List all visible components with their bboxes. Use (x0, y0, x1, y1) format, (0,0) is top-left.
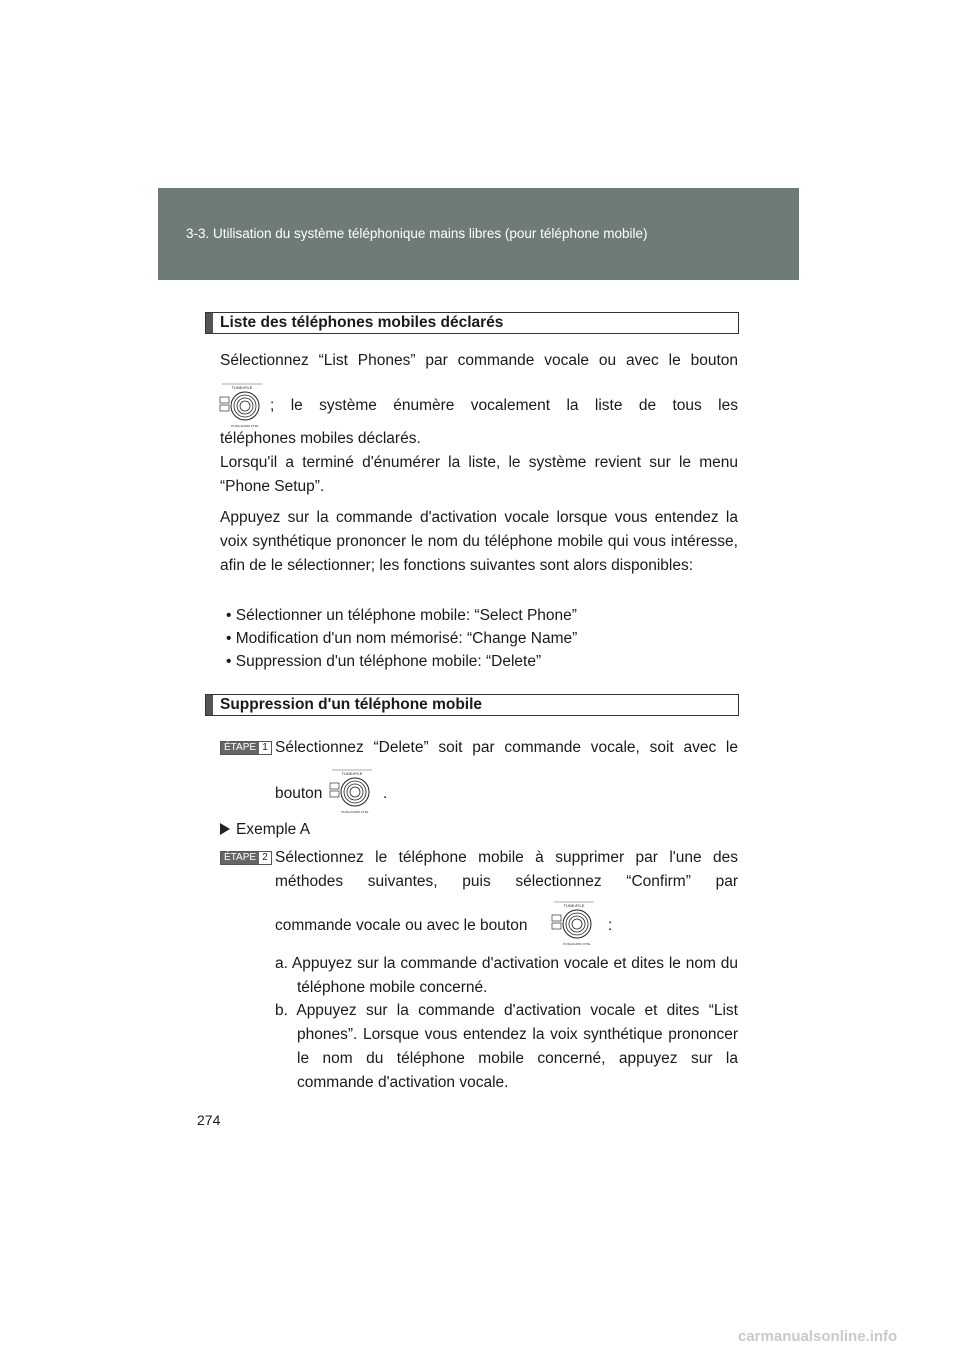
function-list (226, 604, 736, 673)
paragraph: Lorsqu'il a terminé d'énumérer la liste, le système revient sur le menu “Phone Setup”. (220, 454, 738, 495)
tune-file-knob-icon (550, 900, 598, 948)
paragraph: Appuyez sur la commande d'activation vocale lorsque vous entendez la voix synthétique prononcer le nom du téléphone mobile qui vous intéresse, afin de le sélectionner; les fonctions suivantes sont alors disponibles: (220, 509, 738, 574)
paragraph-line: téléphones mobiles déclarés. (220, 430, 421, 447)
step-text: . (383, 785, 388, 802)
svg-text:PUSH AUDIO CTRL: PUSH AUDIO CTRL (231, 424, 259, 428)
svg-text:PUSH AUDIO CTRL: PUSH AUDIO CTRL (341, 810, 369, 814)
svg-text:PUSH AUDIO CTRL: PUSH AUDIO CTRL (563, 942, 591, 946)
method-item-a: a. Appuyez sur la commande d'activation vocale et dites le nom du téléphone mobile concerné. (275, 955, 738, 996)
list-item: • Modification d'un nom mémorisé: “Change Name” (226, 627, 736, 650)
list-item: • Suppression d'un téléphone mobile: “Delete” (226, 650, 736, 673)
method-item-b: b. Appuyez sur la commande d'activation vocale et dites “List phones”. Lorsque vous entendez la voix synthétique prononcer le nom du téléphone mobile concerné, appuyez sur la commande d'activation vocale. (275, 1002, 738, 1091)
step-badge-2: ÉTAPE 2 (220, 851, 272, 865)
tune-file-knob-icon (218, 382, 266, 430)
step-text: : (608, 917, 613, 934)
page-number: 274 (197, 1112, 221, 1128)
svg-text:TUNE•FILE: TUNE•FILE (341, 771, 363, 776)
tune-file-knob-icon (328, 768, 376, 816)
list-item: • Sélectionner un téléphone mobile: “Select Phone” (226, 604, 736, 627)
step-text: bouton (275, 785, 323, 802)
arrow-right-icon (220, 823, 230, 835)
section-title-delete-phone: Suppression d'un téléphone mobile (205, 694, 739, 716)
chapter-header (158, 188, 799, 280)
chapter-title: 3-3. Utilisation du système téléphonique mains libres (pour téléphone mobile) (186, 226, 648, 241)
svg-text:TUNE•FILE: TUNE•FILE (563, 903, 585, 908)
step-text: Sélectionnez “Delete” soit par commande vocale, soit avec le (275, 739, 738, 756)
example-reference: Exemple A (220, 818, 738, 842)
step-badge-1: ÉTAPE 1 (220, 741, 272, 755)
watermark: carmanualsonline.info (738, 1328, 898, 1345)
step-text: Sélectionnez le téléphone mobile à supprimer par l'une des méthodes suivantes, puis sélectionnez “Confirm” par (275, 849, 738, 890)
paragraph-line: ; le système énumère vocalement la liste de tous les (270, 397, 738, 414)
section-title-list-phones: Liste des téléphones mobiles déclarés (205, 312, 739, 334)
svg-text:TUNE•FILE: TUNE•FILE (231, 385, 253, 390)
step-text: commande vocale ou avec le bouton (275, 917, 528, 934)
paragraph-line: Sélectionnez “List Phones” par commande vocale ou avec le bouton (220, 352, 738, 369)
